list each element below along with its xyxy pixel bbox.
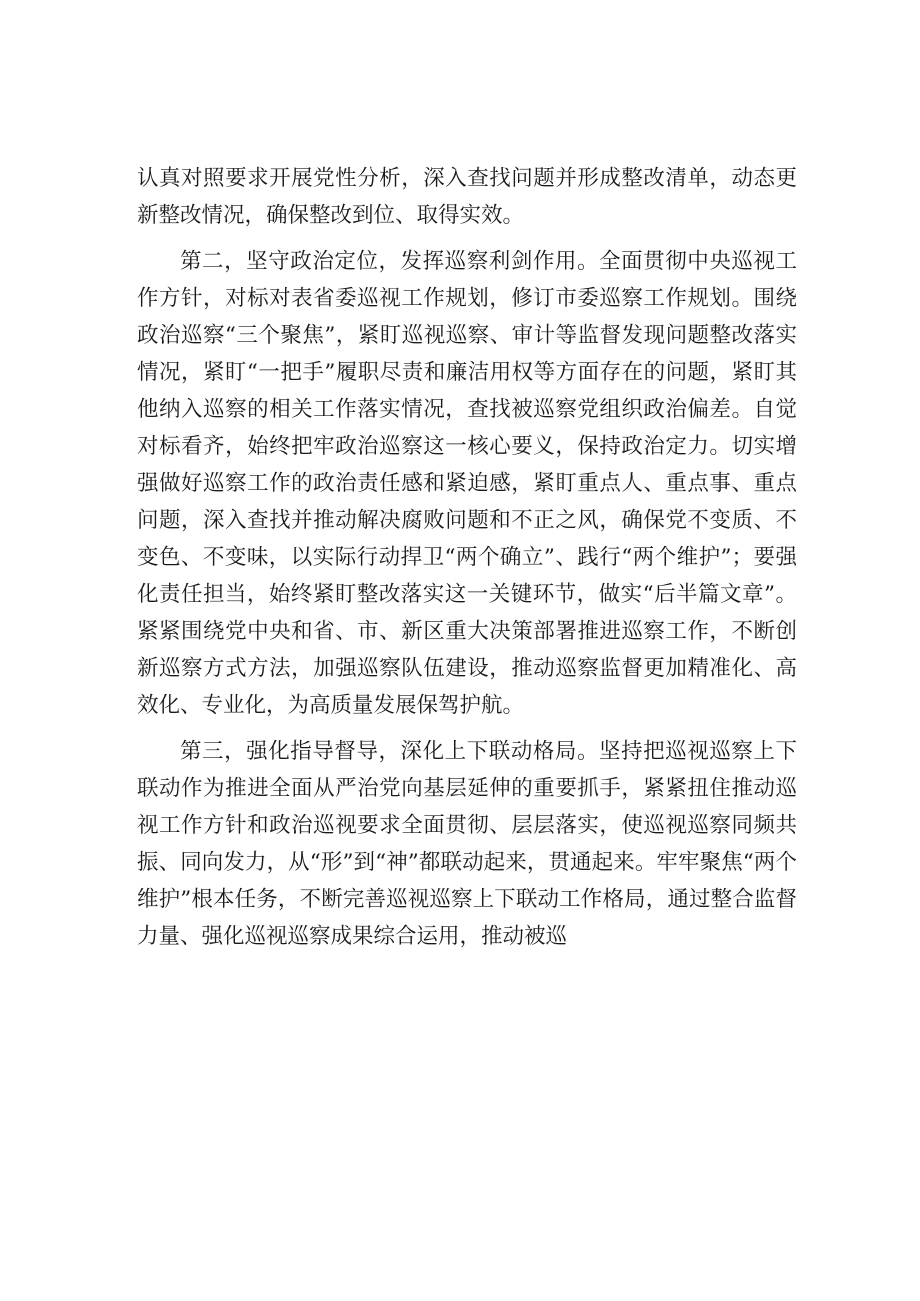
paragraph-second-point: 第二，坚守政治定位，发挥巡察利剑作用。全面贯彻中央巡视工作方针，对标对表省委巡视工作规划，修订市委巡察工作规划。围绕政治巡察“三个聚焦”，紧盯巡视巡察、审计等监督发现问题整改落实情况，紧盯“一把手”履职尽责和廉洁用权等方面存在的问题，紧盯其他纳入巡察的相关工作落实情况，查找被巡察党组织政治偏差。自觉对标看齐，始终把牢政治巡察这一核心要义，保持政治定力。切实增强做好巡察工作的政治责任感和紧迫感，紧盯重点人、重点事、重点问题，深入查找并推动解决腐败问题和不正之风，确保党不变质、不变色、不变味，以实际行动捍卫“两个确立”、践行“两个维护”；要强化责任担当，始终紧盯整改落实这一关键环节，做实“后半篇文章”。紧紧围绕党中央和省、市、新区重大决策部署推进巡察工作，不断创新巡察方式方法，加强巡察队伍建设，推动巡察监督更加精准化、高效化、专业化，为高质量发展保驾护航。 [137,249,797,718]
document-body [137,160,797,955]
paragraph-third-point: 第三，强化指导督导，深化上下联动格局。坚持把巡视巡察上下联动作为推进全面从严治党向基层延伸的重要抓手，紧紧扭住推动巡视工作方针和政治巡视要求全面贯彻、层层落实，使巡视巡察同频共振、同向发力，从“形”到“神”都联动起来，贯通起来。牢牢聚焦“两个维护”根本任务，不断完善巡视巡察上下联动工作格局，通过整合监督力量、强化巡视巡察成果综合运用，推动被巡 [137,739,797,949]
paragraph-continuation: 认真对照要求开展党性分析，深入查找问题并形成整改清单，动态更新整改情况，确保整改到位、取得实效。 [137,166,797,228]
